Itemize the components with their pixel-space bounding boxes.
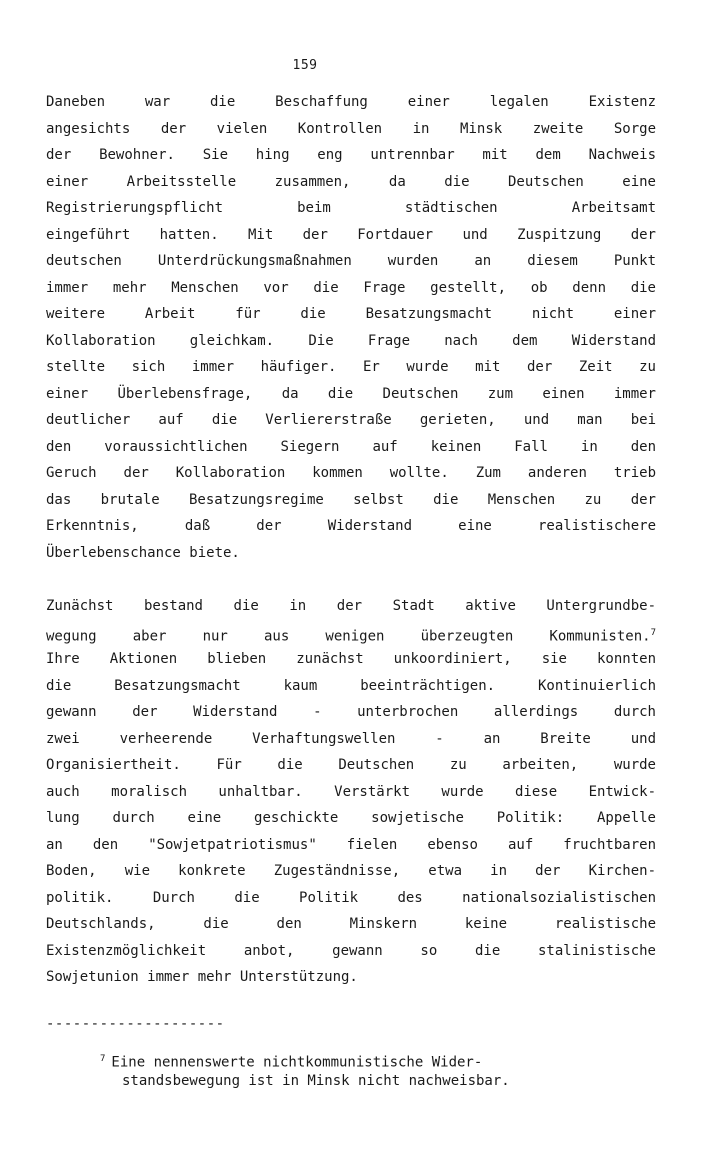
text-line — [46, 460, 656, 487]
text-line — [46, 354, 656, 381]
text-line — [46, 911, 656, 938]
text-line — [46, 248, 656, 275]
text-line — [46, 89, 656, 116]
text-line — [46, 752, 656, 779]
text-line-content: Sowjetunion immer mehr Unterstützung. — [46, 969, 358, 985]
text-line-content: den voraussichtlichen Siegern auf keinen Fall in den — [46, 438, 656, 455]
text-line — [46, 593, 656, 620]
text-line — [46, 487, 656, 514]
text-line-content: deutlicher auf die Verliererstraße gerieten, und man bei — [46, 412, 656, 428]
text-line — [46, 832, 656, 859]
text-line — [46, 169, 656, 196]
text-line — [46, 328, 656, 355]
text-line-content: Registrierungspflicht beim städtischen Arbeitsamt — [46, 200, 656, 216]
text-line — [46, 222, 656, 249]
text-line — [46, 779, 656, 806]
text-line-content: eingeführt hatten. Mit der Fortdauer und Zuspitzung der — [46, 226, 656, 243]
text-line-content: Kollaboration gleichkam. Die Frage nach dem Widerstand — [46, 332, 656, 349]
text-line-content: an den "Sowjetpatriotismus" fielen ebenso auf fruchtbaren — [46, 836, 656, 853]
text-line-content: Geruch der Kollaboration kommen wollte. Zum anderen trieb — [46, 465, 656, 481]
text-line-content: Deutschlands, die den Minskern keine realistische — [46, 916, 656, 932]
text-line-content: zwei verheerende Verhaftungswellen - an Breite und — [46, 730, 656, 747]
text-line-content: der Bewohner. Sie hing eng untrennbar mit dem Nachweis — [46, 147, 656, 163]
text-line-content: wegung aber nur aus wenigen überzeugten Kommunisten. — [46, 628, 651, 645]
page-number: 159 — [292, 58, 318, 73]
text-line — [46, 142, 656, 169]
text-line-content: die Besatzungsmacht kaum beeinträchtigen. Kontinuierlich — [46, 677, 656, 694]
text-line-content: angesichts der vielen Kontrollen in Minsk zweite Sorge — [46, 120, 656, 137]
text-line — [46, 407, 656, 434]
text-line-content: lung durch eine geschickte sowjetische Politik: Appelle — [46, 810, 656, 826]
text-line — [46, 964, 656, 991]
text-line — [46, 116, 656, 143]
footnote-marker: 7 — [100, 1054, 106, 1064]
text-line — [46, 673, 656, 700]
text-line-content: Erkenntnis, daß der Widerstand eine realistischere — [46, 518, 656, 534]
text-line — [46, 726, 656, 753]
text-line-content: politik. Durch die Politik des nationalsozialistischen — [46, 889, 656, 906]
text-line-content: das brutale Besatzungsregime selbst die Menschen zu der — [46, 491, 656, 508]
text-line — [46, 434, 656, 461]
paragraph-1 — [46, 89, 656, 566]
footnote-reference: 7 — [650, 627, 656, 638]
text-line — [46, 540, 656, 567]
text-line-content: immer mehr Menschen vor die Frage gestellt, ob denn die — [46, 279, 656, 296]
footnote-line-2: standsbewegung ist in Minsk nicht nachweisbar. — [122, 1072, 510, 1089]
text-line-content: Ihre Aktionen blieben zunächst unkoordiniert, sie konnten — [46, 651, 656, 667]
text-line-content: Überlebenschance biete. — [46, 544, 240, 561]
text-line — [46, 885, 656, 912]
text-line-content: einer Überlebensfrage, da die Deutschen zum einen immer — [46, 385, 656, 402]
text-line — [46, 620, 656, 647]
text-line — [46, 195, 656, 222]
text-line — [46, 699, 656, 726]
text-line — [46, 513, 656, 540]
footnote-separator: -------------------- — [46, 1016, 225, 1032]
text-line-content: stellte sich immer häufiger. Er wurde mit der Zeit zu — [46, 359, 656, 375]
text-line-content: gewann der Widerstand - unterbrochen allerdings durch — [46, 704, 656, 720]
footnote — [100, 1050, 620, 1090]
text-line — [46, 381, 656, 408]
text-line-content: deutschen Unterdrückungsmaßnahmen wurden an diesem Punkt — [46, 253, 656, 269]
text-line — [46, 275, 656, 302]
footnote-text-1: Eine nennenswerte nichtkommunistische Wider- — [111, 1054, 483, 1071]
paragraph-2 — [46, 593, 656, 991]
text-line-content: Zunächst bestand die in der Stadt aktive Untergrundbe- — [46, 598, 656, 614]
text-line-content: auch moralisch unhaltbar. Verstärkt wurde diese Entwick- — [46, 783, 656, 800]
text-line — [46, 805, 656, 832]
text-line — [46, 938, 656, 965]
text-line-content: Daneben war die Beschaffung einer legalen Existenz — [46, 94, 656, 110]
text-line — [46, 858, 656, 885]
footnote-line-1 — [100, 1050, 620, 1072]
text-line-content: weitere Arbeit für die Besatzungsmacht nicht einer — [46, 306, 656, 322]
text-line-content: Boden, wie konkrete Zugeständnisse, etwa in der Kirchen- — [46, 863, 656, 879]
text-line-content: Organisiertheit. Für die Deutschen zu arbeiten, wurde — [46, 757, 656, 773]
text-line — [46, 646, 656, 673]
text-line — [46, 301, 656, 328]
text-line-content: Existenzmöglichkeit anbot, gewann so die stalinistische — [46, 942, 656, 959]
text-line-content: einer Arbeitsstelle zusammen, da die Deutschen eine — [46, 173, 656, 190]
